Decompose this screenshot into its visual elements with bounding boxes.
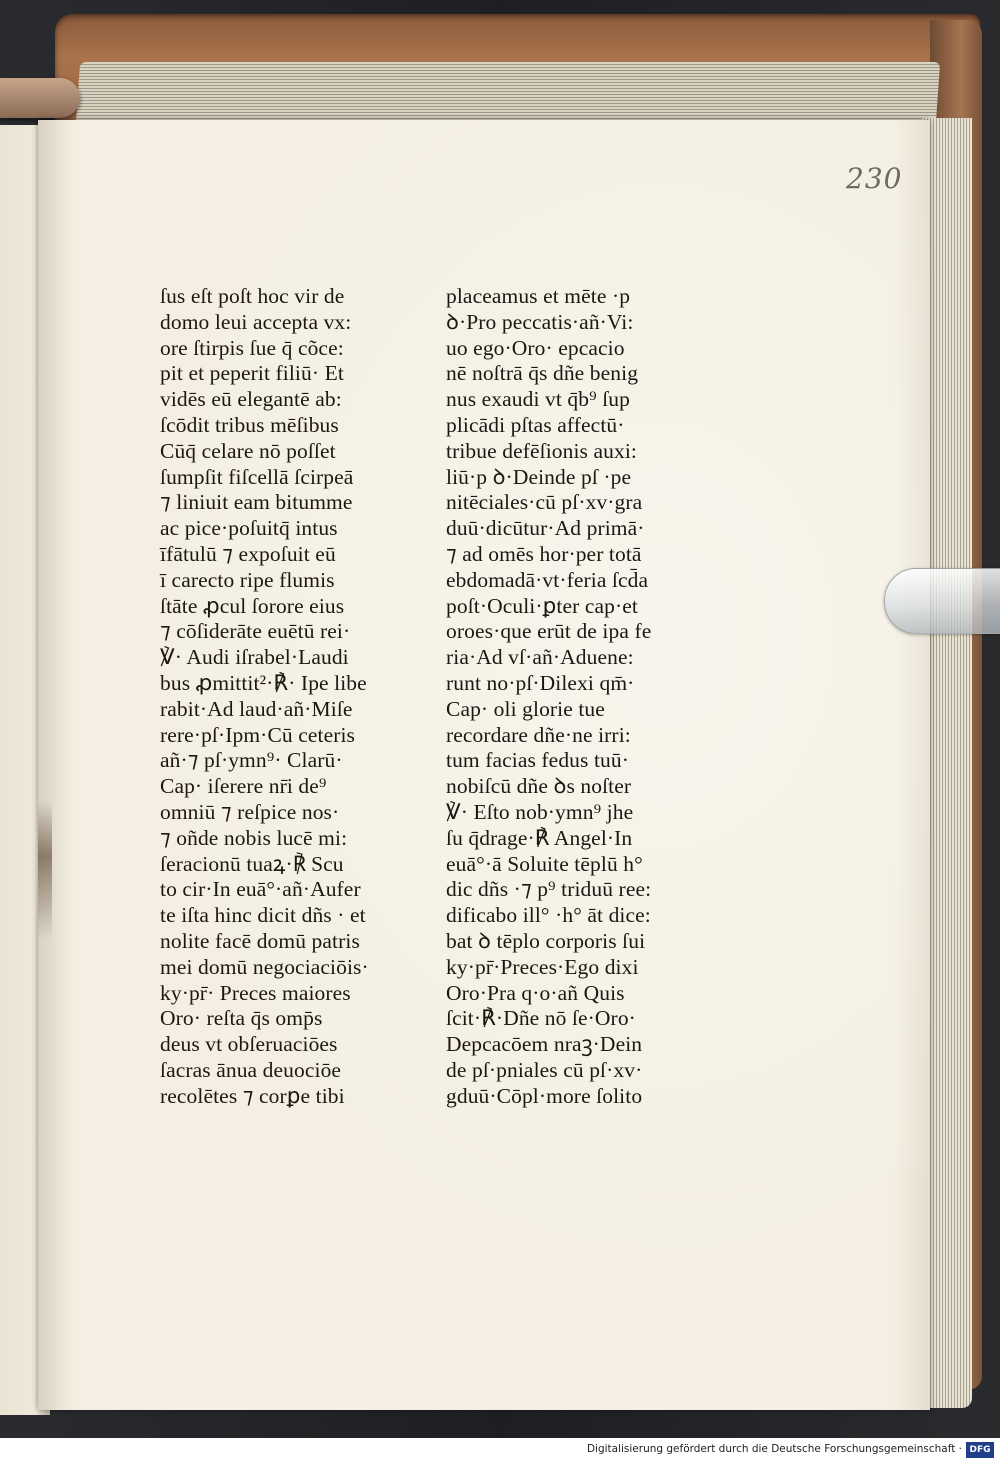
text-line: gduū·Cōpl·more ſolito [446, 1083, 643, 1108]
text-line: pit et peperit filiū· Et [160, 361, 344, 386]
text-line: dificabo ill° ·h° āt dice: [446, 903, 651, 928]
folio-number: 230 [846, 162, 903, 195]
text-line: ꝺ·Pro peccatis·añ·Vi: [446, 309, 634, 334]
text-line: ⁊ liniuit eam bitumme [160, 490, 353, 515]
text-line: de pſ·pniales cū pſ·xv· [446, 1057, 643, 1082]
text-line: Oro·Pra q·o·añ Quis [446, 980, 625, 1005]
text-line: dic dñs ·⁊ p⁹ triduū ree: [446, 877, 652, 902]
page-edges-top [76, 62, 940, 124]
text-line: ſus eſt poſt hoc vir de [160, 284, 345, 308]
text-line: plicādi pſtas affectū· [446, 412, 625, 437]
text-line: ⁊ ad omēs hor·per totā [446, 541, 642, 566]
text-line: ſeracionū tuaꝝ·℟ Scu [160, 851, 344, 876]
text-line: ſacras ānua deuociōe [160, 1057, 342, 1082]
text-line: ria·Ad vſ·añ·Aduene: [446, 645, 634, 670]
text-line: to cir·In euā°·añ·Aufer [160, 877, 361, 902]
footer-bar [0, 1438, 1000, 1463]
text-line: euā°·ā Soluite tēplū h° [446, 851, 643, 876]
text-line: vidēs eū elegantē ab: [160, 387, 342, 412]
text-line: poſt·Oculi·ꝑter cap·et [446, 593, 638, 618]
text-line: ebdomadā·vt·feria ſcd̄a [446, 567, 649, 592]
text-line: ſcōdit tribus mēſibus [160, 412, 339, 437]
spine-cord [0, 78, 80, 118]
text-line: nolite facē domū patris [160, 928, 360, 953]
text-line: nē noſtrā q̄s dñe benig [446, 361, 639, 386]
text-line: Depcacōem nraꝫ·Dein [446, 1032, 643, 1057]
left-text-column [160, 284, 430, 1110]
text-line: ſtāte ꝓcul ſorore eius [160, 593, 345, 618]
text-line: Cūq̄ celare nō poſſet [160, 438, 336, 463]
text-line: ac pice·poſuitq̄ intus [160, 516, 338, 541]
text-line: nus exaudi vt q̄b⁹ ſup [446, 387, 630, 412]
text-line: te iſta hinc dicit dñs · et [160, 903, 366, 928]
text-line: duū·dicūtur·Ad primā· [446, 516, 645, 541]
text-line: ſumpſit fiſcellā ſcirpeā [160, 464, 354, 489]
text-line: ky·pr̄·Preces·Ego dixi [446, 954, 639, 979]
text-line: Cap· iſerere nr̄i de⁹ [160, 774, 327, 799]
text-line: ℣· Eſto nob·ymn⁹ jhe [446, 799, 634, 824]
text-line: īfātulū ⁊ expoſuit eū [160, 541, 336, 566]
text-line: tum facias fedus tuū· [446, 748, 630, 773]
text-line: ſcit·℟·Dñe nō ſe·Oro· [446, 1006, 636, 1031]
text-line: rabit·Ad laud·añ·Miſe [160, 696, 353, 721]
text-line: nitēciales·cū pſ·xv·gra [446, 490, 643, 515]
page-clip [884, 568, 1000, 634]
text-line: recordare dñe·ne irri: [446, 722, 631, 747]
text-line: añ·⁊ pſ·ymn⁹· Clarū· [160, 748, 343, 773]
text-line: liū·p ꝺ·Deinde pſ ·pe [446, 464, 632, 489]
text-line: deus vt obſeruaciōes [160, 1032, 338, 1057]
text-line: ī carecto ripe flumis [160, 567, 335, 592]
text-line: ⁊ oñde nobis lucē mi: [160, 825, 348, 850]
text-line: bus ꝓmittit²·℟· Ipe libe [160, 670, 367, 695]
gutter-stain [38, 800, 52, 940]
book-page [38, 120, 930, 1410]
dfg-logo: DFG [966, 1442, 994, 1458]
text-line: placeamus et mēte ·p [446, 284, 631, 308]
text-line: omniū ⁊ reſpice nos· [160, 799, 340, 824]
text-line: runt no·pſ·Dilexi qm̄· [446, 670, 635, 695]
text-line: recolētes ⁊ corꝑe tibi [160, 1083, 345, 1108]
text-line: ore ſtirpis ſue q̄ cõce: [160, 335, 344, 360]
text-line: mei domū negociaciōis· [160, 954, 369, 979]
funding-credit: Digitalisierung gefördert durch die Deutsche Forschungsgemeinschaft · [586, 1443, 962, 1455]
text-line: tribue defēſionis auxi: [446, 438, 637, 463]
right-text-column [446, 284, 714, 1110]
text-line: ℣· Audi iſrabel·Laudi [160, 645, 349, 670]
text-line: Cap· oli glorie tue [446, 696, 605, 721]
text-line: Oro· reſta q̄s omp̄s [160, 1006, 323, 1031]
text-line: nobiſcū dñe ꝺs noſter [446, 774, 632, 799]
text-line: oroes·que erūt de ipa fe [446, 619, 652, 644]
text-line: uo ego·Oro· epcacio [446, 335, 625, 360]
text-line: domo leui accepta vx: [160, 309, 352, 334]
text-line: ſu q̄drage·℟ Angel·In [446, 825, 633, 850]
text-line: ky·pr̄· Preces maiores [160, 980, 351, 1005]
text-line: bat ꝺ tēplo corporis ſui [446, 928, 646, 953]
text-line: ⁊ cōſiderāte euētū rei· [160, 619, 351, 644]
text-line: rere·pſ·Ipm·Cū ceteris [160, 722, 356, 747]
